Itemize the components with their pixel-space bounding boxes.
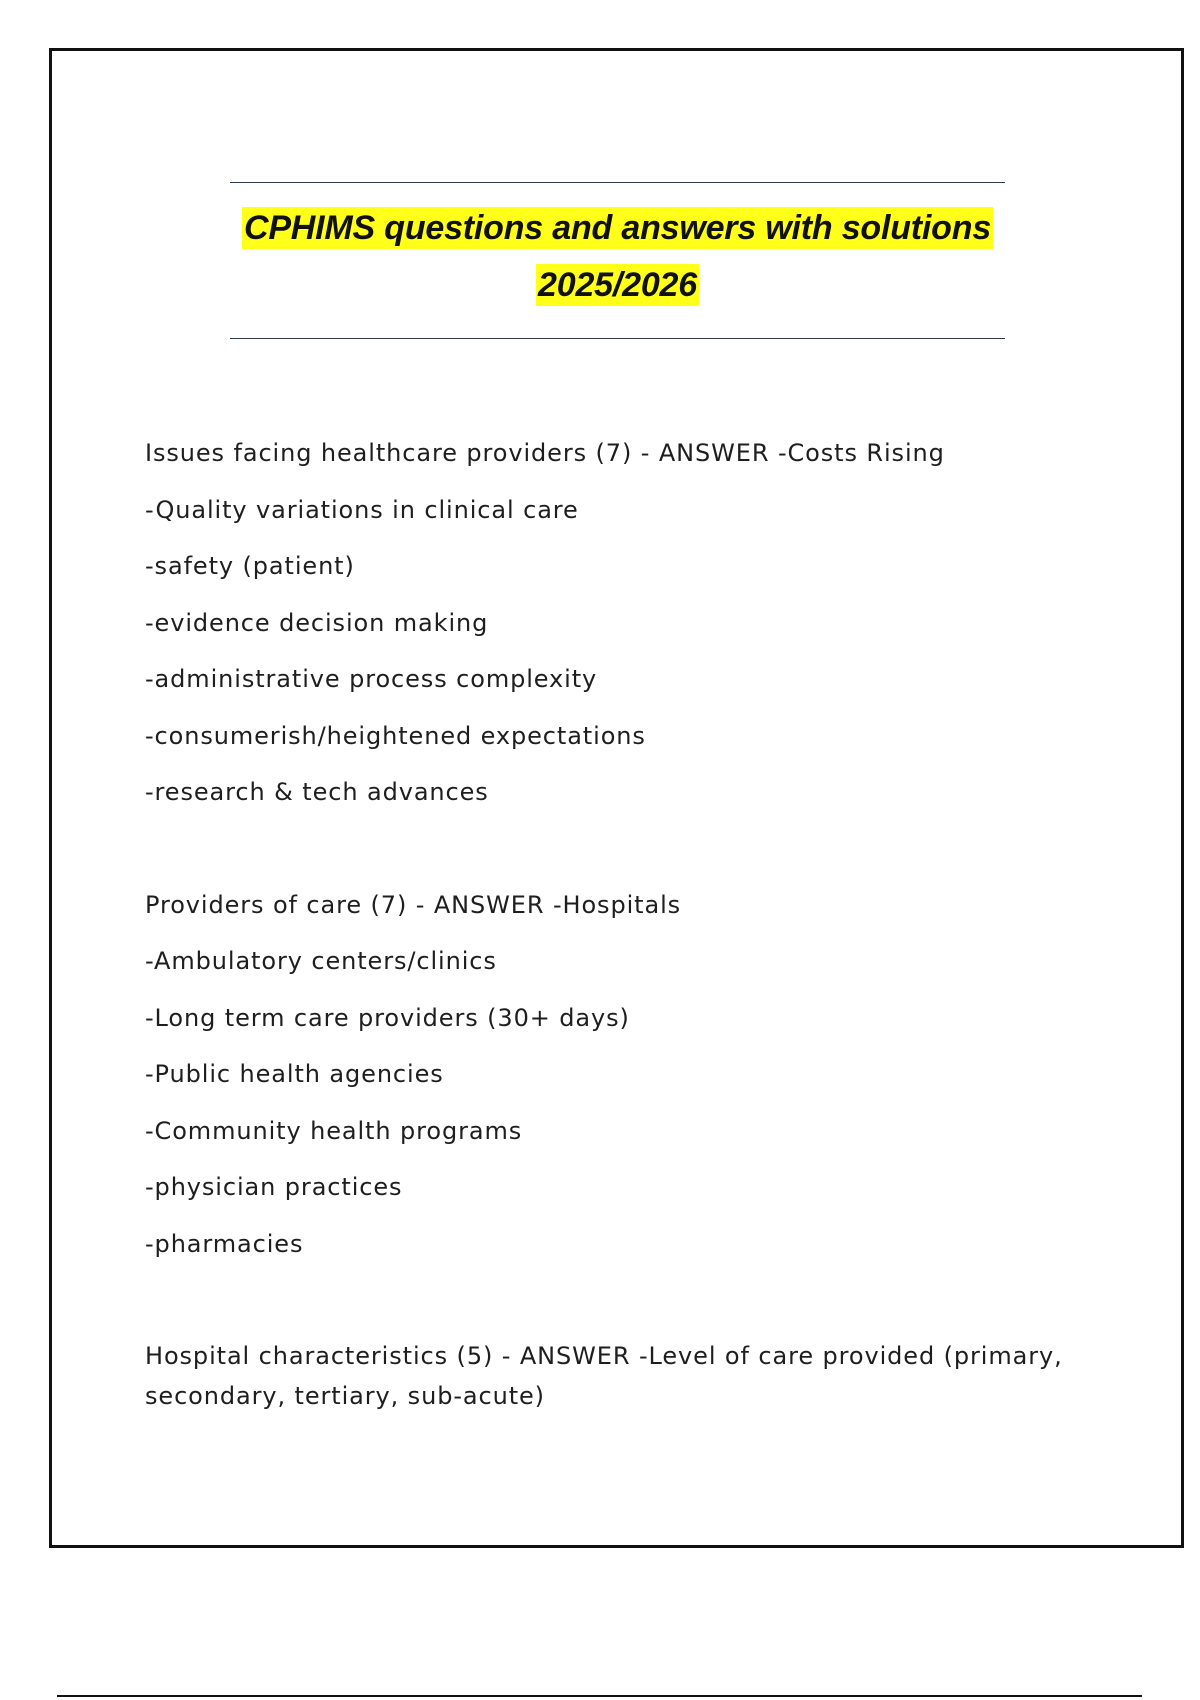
qa-answer-item: -Ambulatory centers/clinics	[145, 947, 497, 975]
qa-answer-item: -evidence decision making	[145, 608, 489, 637]
qa-block-providers	[145, 877, 1085, 1273]
footer-rule	[57, 1695, 1142, 1697]
qa-answer-item: -safety (patient)	[145, 552, 355, 580]
qa-block-issues	[145, 425, 1085, 821]
qa-answer-item: -physician practices	[145, 1173, 403, 1201]
qa-answer-item: -administrative process complexity	[145, 665, 598, 693]
qa-question: Providers of care (7) - ANSWER -Hospitals	[145, 890, 682, 919]
title-bottom-rule	[230, 338, 1005, 339]
qa-answer-item: -Community health programs	[145, 1116, 523, 1145]
title-line-1: CPHIMS questions and answers with solutions	[243, 209, 992, 247]
qa-block-hospital	[145, 1328, 1085, 1416]
title-line-2: 2025/2026	[538, 266, 697, 304]
qa-question: Hospital characteristics (5) - ANSWER -Level of care provided (primary, secondary, tertiary, sub-acute)	[145, 1342, 1063, 1410]
qa-answer-item: -Public health agencies	[145, 1060, 444, 1088]
qa-answer-item: -Quality variations in clinical care	[145, 495, 579, 524]
qa-answer-item: -pharmacies	[145, 1229, 304, 1258]
qa-answer-item: -Long term care providers (30+ days)	[145, 1003, 630, 1032]
title-top-rule	[230, 182, 1005, 183]
qa-content	[145, 425, 1085, 1472]
qa-question: Issues facing healthcare providers (7) - ANSWER -Costs Rising	[145, 439, 945, 467]
document-title	[230, 200, 1005, 314]
qa-answer-item: -consumerish/heightened expectations	[145, 721, 646, 750]
qa-answer-item: -research & tech advances	[145, 778, 489, 806]
